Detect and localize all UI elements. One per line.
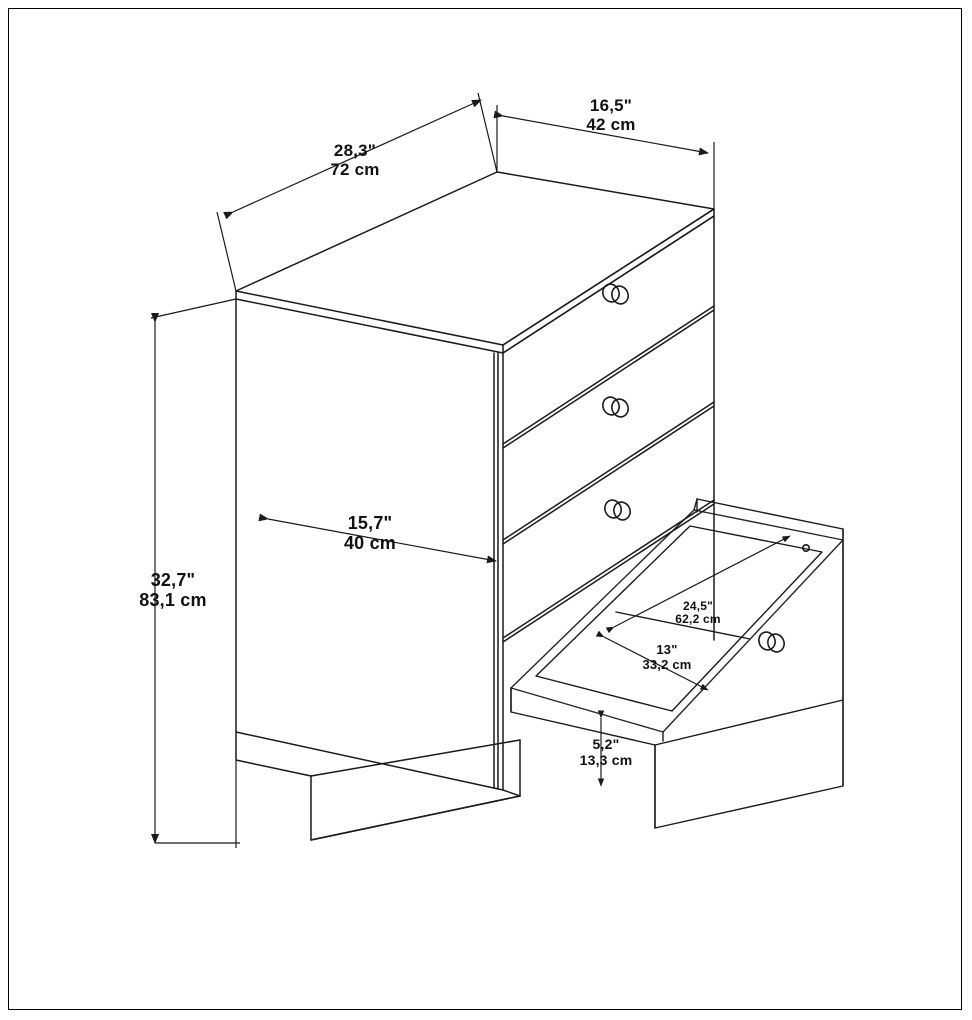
dimension-label-drawer-height: 5,2" 13,3 cm bbox=[579, 736, 633, 768]
dimension-label-top-width: 16,5" 42 cm bbox=[586, 96, 636, 135]
dimension-label-height: 32,7" 83,1 cm bbox=[139, 570, 207, 611]
dimension-label-drawer-width: 24,5" 62,2 cm bbox=[675, 599, 721, 627]
dimension-label-top-depth: 28,3" 72 cm bbox=[330, 141, 380, 180]
dimension-label-drawer-depth: 13" 33,2 cm bbox=[642, 642, 692, 672]
dimension-label-side-depth: 15,7" 40 cm bbox=[343, 513, 397, 554]
